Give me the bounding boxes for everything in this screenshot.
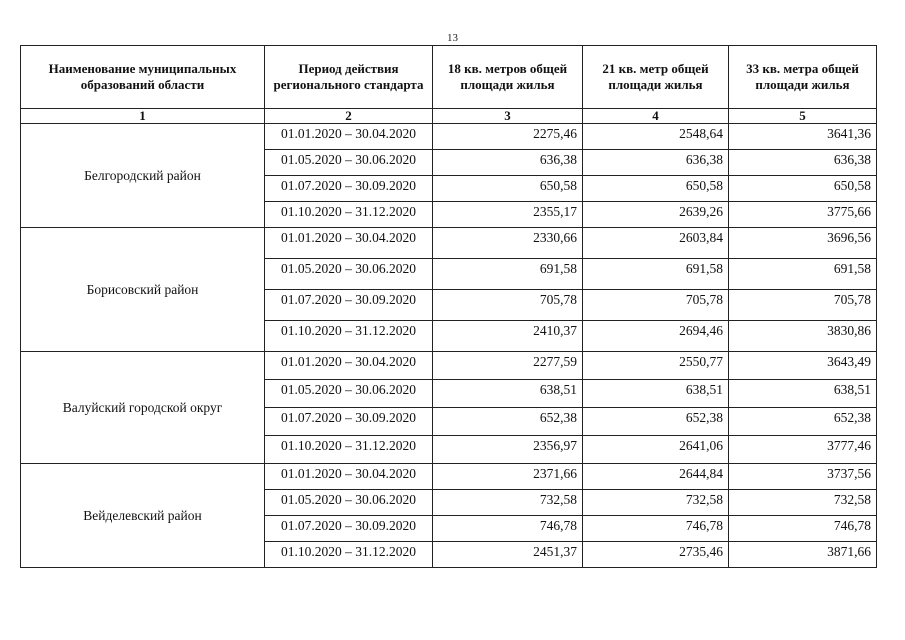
value-21-sqm: 691,58 bbox=[583, 259, 729, 290]
column-number: 3 bbox=[433, 109, 583, 124]
municipality-name: Валуйский городской округ bbox=[21, 352, 265, 464]
table-row bbox=[21, 124, 877, 150]
value-18-sqm: 2277,59 bbox=[433, 352, 583, 380]
period-cell: 01.07.2020 – 30.09.2020 bbox=[265, 408, 433, 436]
table-header-row bbox=[21, 46, 877, 109]
value-18-sqm: 2371,66 bbox=[433, 464, 583, 490]
value-18-sqm: 732,58 bbox=[433, 490, 583, 516]
column-number: 1 bbox=[21, 109, 265, 124]
header-21-sqm: 21 кв. метр общей площади жилья bbox=[583, 46, 729, 109]
value-33-sqm: 3777,46 bbox=[729, 436, 877, 464]
header-period: Период действия регионального стандарта bbox=[265, 46, 433, 109]
value-21-sqm: 2639,26 bbox=[583, 202, 729, 228]
municipality-name: Белгородский район bbox=[21, 124, 265, 228]
housing-standard-table bbox=[20, 45, 877, 568]
value-21-sqm: 636,38 bbox=[583, 150, 729, 176]
period-cell: 01.01.2020 – 30.04.2020 bbox=[265, 464, 433, 490]
municipality-name: Борисовский район bbox=[21, 228, 265, 352]
table-row bbox=[21, 228, 877, 259]
value-18-sqm: 636,38 bbox=[433, 150, 583, 176]
period-cell: 01.10.2020 – 31.12.2020 bbox=[265, 542, 433, 568]
value-33-sqm: 3830,86 bbox=[729, 321, 877, 352]
value-21-sqm: 746,78 bbox=[583, 516, 729, 542]
value-18-sqm: 705,78 bbox=[433, 290, 583, 321]
value-18-sqm: 2275,46 bbox=[433, 124, 583, 150]
column-number: 5 bbox=[729, 109, 877, 124]
value-18-sqm: 2410,37 bbox=[433, 321, 583, 352]
value-21-sqm: 2644,84 bbox=[583, 464, 729, 490]
value-21-sqm: 652,38 bbox=[583, 408, 729, 436]
value-21-sqm: 2735,46 bbox=[583, 542, 729, 568]
header-municipality: Наименование муниципальных образований области bbox=[21, 46, 265, 109]
value-18-sqm: 2356,97 bbox=[433, 436, 583, 464]
value-33-sqm: 3696,56 bbox=[729, 228, 877, 259]
period-cell: 01.05.2020 – 30.06.2020 bbox=[265, 259, 433, 290]
value-18-sqm: 638,51 bbox=[433, 380, 583, 408]
period-cell: 01.10.2020 – 31.12.2020 bbox=[265, 436, 433, 464]
value-21-sqm: 2550,77 bbox=[583, 352, 729, 380]
value-21-sqm: 2548,64 bbox=[583, 124, 729, 150]
value-33-sqm: 691,58 bbox=[729, 259, 877, 290]
value-33-sqm: 746,78 bbox=[729, 516, 877, 542]
value-33-sqm: 705,78 bbox=[729, 290, 877, 321]
value-21-sqm: 2603,84 bbox=[583, 228, 729, 259]
value-18-sqm: 691,58 bbox=[433, 259, 583, 290]
period-cell: 01.01.2020 – 30.04.2020 bbox=[265, 352, 433, 380]
value-33-sqm: 3871,66 bbox=[729, 542, 877, 568]
value-33-sqm: 3643,49 bbox=[729, 352, 877, 380]
page-number: 13 bbox=[447, 32, 458, 44]
header-18-sqm: 18 кв. метров общей площади жилья bbox=[433, 46, 583, 109]
table-row bbox=[21, 352, 877, 380]
value-18-sqm: 2451,37 bbox=[433, 542, 583, 568]
value-21-sqm: 638,51 bbox=[583, 380, 729, 408]
period-cell: 01.07.2020 – 30.09.2020 bbox=[265, 516, 433, 542]
value-33-sqm: 636,38 bbox=[729, 150, 877, 176]
period-cell: 01.10.2020 – 31.12.2020 bbox=[265, 321, 433, 352]
period-cell: 01.05.2020 – 30.06.2020 bbox=[265, 150, 433, 176]
period-cell: 01.10.2020 – 31.12.2020 bbox=[265, 202, 433, 228]
period-cell: 01.01.2020 – 30.04.2020 bbox=[265, 228, 433, 259]
municipality-name: Вейделевский район bbox=[21, 464, 265, 568]
period-cell: 01.07.2020 – 30.09.2020 bbox=[265, 290, 433, 321]
value-33-sqm: 3775,66 bbox=[729, 202, 877, 228]
value-33-sqm: 650,58 bbox=[729, 176, 877, 202]
header-33-sqm: 33 кв. метра общей площади жилья bbox=[729, 46, 877, 109]
column-number-row bbox=[21, 109, 877, 124]
period-cell: 01.01.2020 – 30.04.2020 bbox=[265, 124, 433, 150]
column-number: 2 bbox=[265, 109, 433, 124]
value-33-sqm: 3737,56 bbox=[729, 464, 877, 490]
value-33-sqm: 732,58 bbox=[729, 490, 877, 516]
value-21-sqm: 2694,46 bbox=[583, 321, 729, 352]
table-row bbox=[21, 464, 877, 490]
value-33-sqm: 652,38 bbox=[729, 408, 877, 436]
period-cell: 01.05.2020 – 30.06.2020 bbox=[265, 380, 433, 408]
value-18-sqm: 650,58 bbox=[433, 176, 583, 202]
value-18-sqm: 2330,66 bbox=[433, 228, 583, 259]
value-33-sqm: 638,51 bbox=[729, 380, 877, 408]
value-21-sqm: 732,58 bbox=[583, 490, 729, 516]
value-18-sqm: 746,78 bbox=[433, 516, 583, 542]
period-cell: 01.05.2020 – 30.06.2020 bbox=[265, 490, 433, 516]
period-cell: 01.07.2020 – 30.09.2020 bbox=[265, 176, 433, 202]
value-18-sqm: 2355,17 bbox=[433, 202, 583, 228]
value-21-sqm: 650,58 bbox=[583, 176, 729, 202]
value-33-sqm: 3641,36 bbox=[729, 124, 877, 150]
column-number: 4 bbox=[583, 109, 729, 124]
value-21-sqm: 705,78 bbox=[583, 290, 729, 321]
value-18-sqm: 652,38 bbox=[433, 408, 583, 436]
value-21-sqm: 2641,06 bbox=[583, 436, 729, 464]
